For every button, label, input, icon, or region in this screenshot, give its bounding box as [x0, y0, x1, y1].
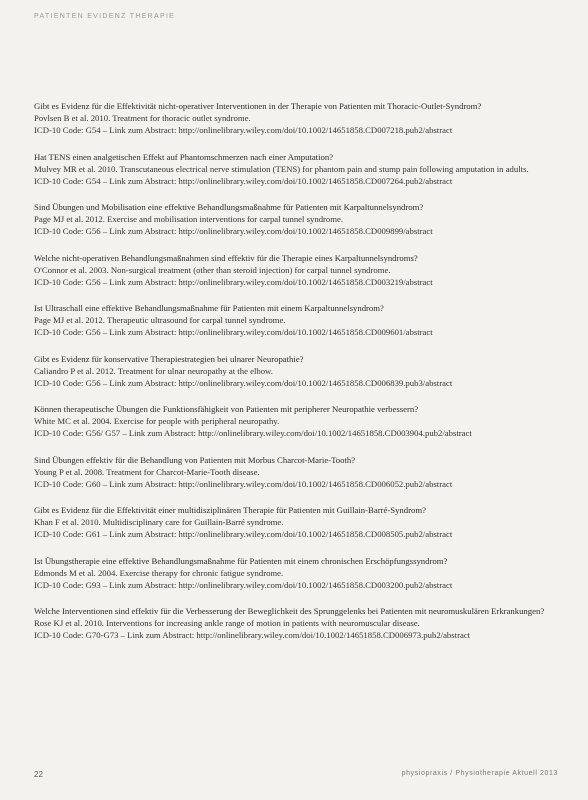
- evidence-list: [34, 100, 554, 656]
- entry-reference: Mulvey MR et al. 2010. Transcutaneous electrical nerve stimulation (TENS) for phantom pain and stump pain following amputation in adults.: [34, 163, 529, 174]
- evidence-entry: [34, 555, 554, 591]
- entry-reference: White MC et al. 2004. Exercise for people with peripheral neuropathy.: [34, 416, 280, 426]
- entry-question: Welche Interventionen sind effektiv für die Verbesserung der Beweglichkeit des Sprunggelenks bei Patienten mit neuromuskulären Erkrankungen?: [34, 606, 545, 616]
- entry-icd-abstract-link[interactable]: ICD-10 Code: G60 – Link zum Abstract: http://onlinelibrary.wiley.com/doi/10.1002/14651858.CD006052.pub2/abstract: [34, 478, 453, 489]
- entry-icd-abstract-link[interactable]: ICD-10 Code: G56 – Link zum Abstract: http://onlinelibrary.wiley.com/doi/10.1002/14651858.CD006839.pub3/abstract: [34, 377, 453, 388]
- entry-question: Welche nicht-operativen Behandlungsmaßnahmen sind effektiv für die Therapie eines Karpaltunnelsyndroms?: [34, 252, 418, 263]
- entry-icd-abstract-link[interactable]: ICD-10 Code: G56 – Link zum Abstract: http://onlinelibrary.wiley.com/doi/10.1002/14651858.CD009601/abstract: [34, 327, 433, 337]
- entry-icd-abstract-link[interactable]: ICD-10 Code: G61 – Link zum Abstract: http://onlinelibrary.wiley.com/doi/10.1002/14651858.CD008505.pub2/abstract: [34, 529, 453, 539]
- evidence-entry: [34, 100, 554, 136]
- running-header: PATIENTEN EVIDENZ THERAPIE: [34, 13, 176, 20]
- entry-icd-abstract-link[interactable]: ICD-10 Code: G54 – Link zum Abstract: http://onlinelibrary.wiley.com/doi/10.1002/14651858.CD007264.pub2/abstract: [34, 175, 453, 186]
- entry-question: Gibt es Evidenz für die Effektivität nicht-operativer Interventionen in der Therapie von Patienten mit Thoracic-Outlet-Syndrom?: [34, 101, 482, 111]
- entry-reference: Povlsen B et al. 2010. Treatment for thoracic outlet syndrome.: [34, 113, 251, 123]
- evidence-entry: [34, 454, 554, 490]
- entry-question: Hat TENS einen analgetischen Effekt auf Phantomschmerzen nach einer Amputation?: [34, 151, 334, 162]
- entry-icd-abstract-link[interactable]: ICD-10 Code: G70-G73 – Link zum Abstract: http://onlinelibrary.wiley.com/doi/10.1002/14651858.CD006973.pub2/abstract: [34, 630, 471, 640]
- entry-question: Gibt es Evidenz für konservative Therapiestrategien bei ulnarer Neuropathie?: [34, 353, 304, 364]
- evidence-entry: [34, 353, 554, 389]
- entry-question: Sind Übungen effektiv für die Behandlung von Patienten mit Morbus Charcot-Marie-Tooth?: [34, 454, 356, 465]
- entry-reference: O'Connor et al. 2003. Non-surgical treatment (other than steroid injection) for carpal tunnel syndrome.: [34, 264, 391, 275]
- evidence-entry: [34, 302, 554, 338]
- evidence-entry: [34, 252, 554, 288]
- page-number: 22: [34, 770, 43, 779]
- journal-footer: physiopraxis / Physiotherapie Aktuell 2013: [401, 770, 558, 777]
- entry-icd-abstract-link[interactable]: ICD-10 Code: G56/ G57 – Link zum Abstract: http://onlinelibrary.wiley.com/doi/10.1002/14651858.CD003904.pub2/abstract: [34, 428, 472, 438]
- entry-icd-abstract-link[interactable]: ICD-10 Code: G56 – Link zum Abstract: http://onlinelibrary.wiley.com/doi/10.1002/14651858.CD003219/abstract: [34, 276, 433, 287]
- entry-icd-abstract-link[interactable]: ICD-10 Code: G56 – Link zum Abstract: http://onlinelibrary.wiley.com/doi/10.1002/14651858.CD009899/abstract: [34, 226, 433, 236]
- entry-reference: Rose KJ et al. 2010. Interventions for increasing ankle range of motion in patients with neuromuscular disease.: [34, 618, 420, 628]
- entry-reference: Page MJ et al. 2012. Therapeutic ultrasound for carpal tunnel syndrome.: [34, 315, 286, 325]
- entry-question: Ist Ultraschall eine effektive Behandlungsmaßnahme für Patienten mit einem Karpaltunnelsyndrom?: [34, 303, 384, 313]
- entry-reference: Page MJ et al. 2012. Exercise and mobilisation interventions for carpal tunnel syndrome.: [34, 214, 344, 224]
- entry-reference: Caliandro P et al. 2012. Treatment for ulnar neuropathy at the elbow.: [34, 365, 273, 376]
- evidence-entry: [34, 504, 554, 540]
- evidence-entry: [34, 403, 554, 439]
- entry-icd-abstract-link[interactable]: ICD-10 Code: G54 – Link zum Abstract: http://onlinelibrary.wiley.com/doi/10.1002/14651858.CD007218.pub2/abstract: [34, 125, 453, 135]
- entry-reference: Khan F et al. 2010. Multidisciplinary care for Guillain-Barré syndrome.: [34, 517, 284, 527]
- entry-question: Ist Übungstherapie eine effektive Behandlungsmaßnahme für Patienten mit einem chronischen Erschöpfungssyndrom?: [34, 555, 448, 566]
- evidence-entry: [34, 151, 554, 187]
- evidence-entry: [34, 605, 554, 641]
- entry-question: Gibt es Evidenz für die Effektivität einer multidisziplinären Therapie für Patienten mit Guillain-Barré-Syndrom?: [34, 505, 426, 515]
- entry-question: Können therapeutische Übungen die Funktionsfähigkeit von Patienten mit peripherer Neuropathie verbessern?: [34, 404, 419, 414]
- entry-reference: Young P et al. 2008. Treatment for Charcot-Marie-Tooth disease.: [34, 466, 260, 477]
- entry-reference: Edmonds M et al. 2004. Exercise therapy for chronic fatigue syndrome.: [34, 567, 284, 578]
- evidence-entry: [34, 201, 554, 237]
- entry-icd-abstract-link[interactable]: ICD-10 Code: G93 – Link zum Abstract: http://onlinelibrary.wiley.com/doi/10.1002/14651858.CD003200.pub2/abstract: [34, 579, 453, 590]
- entry-question: Sind Übungen und Mobilisation eine effektive Behandlungsmaßnahme für Patienten mit Karpaltunnelsyndrom?: [34, 202, 424, 212]
